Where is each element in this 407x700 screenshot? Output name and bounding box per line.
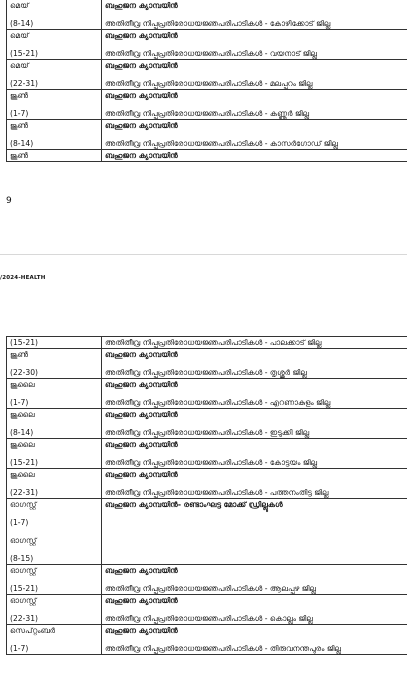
- campaign-title: ബഹുജന ക്യാമ്പയിൻ: [105, 91, 178, 100]
- period-text: ഓഗസ്റ്റ്: [10, 596, 37, 605]
- period-cell: [7, 499, 102, 565]
- schedule-row: [7, 439, 407, 469]
- period-text: (8-14): [10, 139, 34, 148]
- period-text: (15-21): [10, 49, 38, 58]
- activity-text: അതിതീവ്ര നിപ്പപ്രതിരോധയജ്ഞപരിപാടികൾ - കോഴിക്കോട് ജില്ല: [105, 19, 331, 28]
- period-text: മെയ്: [10, 61, 29, 70]
- activity-cell: [102, 90, 407, 120]
- activity-cell: [102, 625, 407, 655]
- period-text: ജൂൺ: [10, 91, 29, 100]
- campaign-title: ബഹുജന ക്യാമ്പയിൻ: [105, 31, 178, 40]
- activity-cell: [102, 150, 407, 162]
- activity-text: അതിതീവ്ര നിപ്പപ്രതിരോധയജ്ഞപരിപാടികൾ - പത്തനംതിട്ട ജില്ല: [105, 488, 329, 497]
- period-text: ജൂലൈ: [10, 410, 35, 419]
- activity-cell: [102, 565, 407, 595]
- activity-cell: [102, 439, 407, 469]
- schedule-row: [7, 120, 407, 150]
- campaign-title: ബഹുജന ക്യാമ്പയിൻ: [105, 410, 178, 419]
- activity-text: അതിതീവ്ര നിപ്പപ്രതിരോധയജ്ഞപരിപാടികൾ - മലപ്പുറം ജില്ല: [105, 79, 313, 88]
- campaign-title: ബഹുജന ക്യാമ്പയിൻ: [105, 350, 178, 359]
- activity-text: അതിതീവ്ര നിപ്പപ്രതിരോധയജ്ഞപരിപാടികൾ - തൃശ്ശൂർ ജില്ല: [105, 368, 307, 377]
- period-text: (1-7): [10, 518, 29, 527]
- campaign-title: ബഹുജന ക്യാമ്പയിൻ: [105, 566, 178, 575]
- campaign-title: ബഹുജന ക്യാമ്പയിൻ- രണ്ടാംഘട്ട മോക്ക് ഡ്രില്ലുകൾ: [105, 500, 283, 509]
- period-cell: [7, 469, 102, 499]
- activity-cell: [102, 379, 407, 409]
- activity-text: അതിതീവ്ര നിപ്പപ്രതിരോധയജ്ഞപരിപാടികൾ - ഇടുക്കി ജില്ല: [105, 428, 310, 437]
- period-text: മെയ്: [10, 31, 29, 40]
- period-cell: [7, 565, 102, 595]
- period-cell: [7, 90, 102, 120]
- activity-text: അതിതീവ്ര നിപ്പപ്രതിരോധയജ്ഞപരിപാടികൾ - തിരുവനന്തപുരം ജില്ല: [105, 644, 342, 653]
- page-number: 9: [6, 196, 12, 206]
- activity-cell: [102, 0, 407, 30]
- page-divider: [0, 254, 407, 255]
- activity-cell: [102, 469, 407, 499]
- period-text: (1-7): [10, 109, 29, 118]
- period-cell: [7, 439, 102, 469]
- period-cell: [7, 150, 102, 162]
- period-text: (8-15): [10, 554, 34, 563]
- period-text: ജൂലൈ: [10, 470, 35, 479]
- period-text: ജൂൺ: [10, 121, 29, 130]
- schedule-row: [7, 409, 407, 439]
- period-cell: [7, 379, 102, 409]
- campaign-title: ബഹുജന ക്യാമ്പയിൻ: [105, 151, 178, 160]
- period-text: ജൂൺ: [10, 350, 29, 359]
- schedule-table-top: [6, 0, 407, 162]
- period-text: (1-7): [10, 644, 29, 653]
- period-text: ജൂൺ: [10, 151, 29, 160]
- schedule-row: [7, 469, 407, 499]
- period-cell: [7, 625, 102, 655]
- activity-text: അതിതീവ്ര നിപ്പപ്രതിരോധയജ്ഞപരിപാടികൾ - പാലക്കാട് ജില്ല: [105, 338, 322, 347]
- period-cell: [7, 120, 102, 150]
- activity-text: അതിതീവ്ര നിപ്പപ്രതിരോധയജ്ഞപരിപാടികൾ - കോട്ടയം ജില്ല: [105, 458, 318, 467]
- activity-text: അതിതീവ്ര നിപ്പപ്രതിരോധയജ്ഞപരിപാടികൾ - ആലപ്പുഴ ജില്ല: [105, 584, 316, 593]
- period-text: ഓഗസ്റ്റ്: [10, 536, 37, 545]
- period-cell: [7, 0, 102, 30]
- schedule-row: [7, 90, 407, 120]
- period-text: മെയ്: [10, 1, 29, 10]
- schedule-row: [7, 625, 407, 655]
- period-text: ജൂലൈ: [10, 380, 35, 389]
- campaign-title: ബഹുജന ക്യാമ്പയിൻ: [105, 596, 178, 605]
- document-header-mark: /2024-HEALTH: [0, 275, 46, 281]
- activity-text: അതിതീവ്ര നിപ്പപ്രതിരോധയജ്ഞപരിപാടികൾ - എറണാകുളം ജില്ല: [105, 398, 331, 407]
- period-text: (22-31): [10, 79, 38, 88]
- period-text: (8-14): [10, 19, 34, 28]
- activity-text: അതിതീവ്ര നിപ്പപ്രതിരോധയജ്ഞപരിപാടികൾ - വയനാട് ജില്ല: [105, 49, 318, 58]
- schedule-row: [7, 60, 407, 90]
- period-cell: [7, 30, 102, 60]
- activity-text: അതിതീവ്ര നിപ്പപ്രതിരോധയജ്ഞപരിപാടികൾ - കണ്ണൂർ ജില്ല: [105, 109, 310, 118]
- campaign-title: ബഹുജന ക്യാമ്പയിൻ: [105, 61, 178, 70]
- period-text: (1-7): [10, 398, 29, 407]
- activity-cell: [102, 60, 407, 90]
- period-text: ജൂലൈ: [10, 440, 35, 449]
- period-text: ഓഗസ്റ്റ്: [10, 566, 37, 575]
- campaign-title: ബഹുജന ക്യാമ്പയിൻ: [105, 470, 178, 479]
- period-text: (15-21): [10, 458, 38, 467]
- period-cell: [7, 337, 102, 349]
- schedule-table-bottom: [6, 336, 407, 655]
- campaign-title: ബഹുജന ക്യാമ്പയിൻ: [105, 380, 178, 389]
- schedule-row: [7, 30, 407, 60]
- campaign-title: ബഹുജന ക്യാമ്പയിൻ: [105, 626, 178, 635]
- activity-cell: [102, 349, 407, 379]
- activity-cell: [102, 337, 407, 349]
- schedule-row: [7, 379, 407, 409]
- schedule-row: [7, 0, 407, 30]
- schedule-row: [7, 595, 407, 625]
- period-text: ഓഗസ്റ്റ്: [10, 500, 37, 509]
- schedule-row: [7, 499, 407, 565]
- period-text: സെപ്റ്റംബർ: [10, 626, 56, 635]
- activity-cell: [102, 499, 407, 565]
- activity-text: അതിതീവ്ര നിപ്പപ്രതിരോധയജ്ഞപരിപാടികൾ - കാസർഗോഡ് ജില്ല: [105, 139, 338, 148]
- activity-text: അതിതീവ്ര നിപ്പപ്രതിരോധയജ്ഞപരിപാടികൾ - കൊല്ലം ജില്ല: [105, 614, 313, 623]
- schedule-row: [7, 349, 407, 379]
- campaign-title: ബഹുജന ക്യാമ്പയിൻ: [105, 1, 178, 10]
- period-text: (15-21): [10, 338, 38, 347]
- period-cell: [7, 595, 102, 625]
- period-text: (15-21): [10, 584, 38, 593]
- period-text: (22-30): [10, 368, 38, 377]
- period-text: (22-31): [10, 614, 38, 623]
- schedule-row: [7, 565, 407, 595]
- schedule-row: [7, 337, 407, 349]
- period-text: (22-31): [10, 488, 38, 497]
- schedule-row: [7, 150, 407, 162]
- period-text: (8-14): [10, 428, 34, 437]
- activity-cell: [102, 595, 407, 625]
- period-cell: [7, 409, 102, 439]
- activity-cell: [102, 120, 407, 150]
- period-cell: [7, 60, 102, 90]
- activity-cell: [102, 30, 407, 60]
- activity-cell: [102, 409, 407, 439]
- period-cell: [7, 349, 102, 379]
- campaign-title: ബഹുജന ക്യാമ്പയിൻ: [105, 440, 178, 449]
- campaign-title: ബഹുജന ക്യാമ്പയിൻ: [105, 121, 178, 130]
